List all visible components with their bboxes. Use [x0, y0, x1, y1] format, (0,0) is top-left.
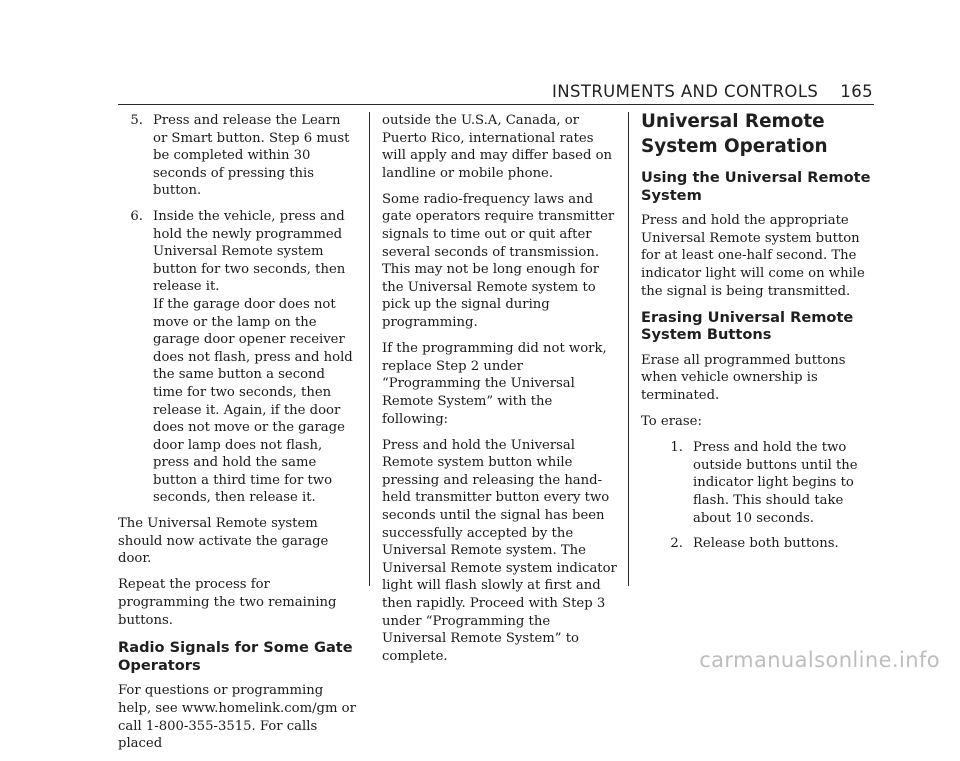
step-number: 5. [130, 113, 143, 128]
body-paragraph: To erase: [641, 414, 702, 430]
body-paragraph: The Universal Remote system should now activate the garage door. [118, 516, 329, 567]
list-item [118, 208, 356, 507]
running-head [552, 82, 873, 101]
header-divider [118, 104, 874, 105]
section-title: INSTRUMENTS AND CONTROLS [551, 82, 819, 101]
step-text: Inside the vehicle, press and hold the newly programmed Universal Remote system button for two seconds, then release it. [153, 208, 346, 295]
section-heading: Radio Signals for Some Gate Operators [118, 639, 353, 674]
list-item [641, 439, 877, 527]
body-paragraph: For questions or programming help, see www.homelink.com/gm or call 1-800-355-3515. For calls placed [118, 683, 356, 752]
column-1 [118, 112, 356, 761]
list-item [118, 112, 356, 200]
body-paragraph: If the programming did not work, replace Step 2 under “Programming the Universal Remote System” with the following: [382, 341, 607, 427]
body-paragraph: Repeat the process for programming the two remaining buttons. [118, 577, 337, 628]
step-text: Release both buttons. [693, 536, 839, 552]
programming-steps-list [118, 112, 356, 507]
step-text: Press and hold the two outside buttons until the indicator light begins to flash. This should take about 10 seconds. [693, 440, 858, 526]
step-text-continued: If the garage door does not move or the lamp on the garage door opener receiver does not flash, press and hold the same button a second time for two seconds, then release it. Again, if the door does not move or the garage door lamp does not flash, press and hold the same button a third time for two seconds, then release it. [153, 296, 353, 506]
column-divider-1 [369, 112, 370, 586]
step-number: 6. [130, 208, 143, 224]
body-paragraph: outside the U.S.A, Canada, or Puerto Rico, international rates will apply and may differ based on landline or mobile phone. [382, 113, 613, 181]
section-title-heading: Universal Remote System Operation [641, 111, 828, 157]
body-paragraph: Press and hold the appropriate Universal Remote system button for at least one-half second. The indicator light will come on while the signal is being transmitted. [641, 213, 865, 299]
column-3 [641, 112, 877, 561]
watermark: carmanualsonline.info [699, 648, 940, 672]
erase-steps-list [641, 439, 877, 553]
body-paragraph: Press and hold the Universal Remote system button while pressing and releasing the hand-held transmitter button every two seconds until the signal has been successfully accepted by the Universal Remote system. The Universal Remote system indicator light will flash slowly at first and then rapidly. Proceed with Step 3 under “Programming the Universal Remote System” to complete. [382, 437, 617, 664]
body-paragraph: Erase all programmed buttons when vehicle ownership is terminated. [641, 352, 846, 404]
body-paragraph: Some radio-frequency laws and gate operators require transmitter signals to time out or quit after several seconds of transmission. This may not be long enough for the Universal Remote system to pick up the signal during programming. [382, 191, 615, 331]
step-text: Press and release the Learn or Smart button. Step 6 must be completed within 30 seconds of pressing this button. [153, 113, 350, 199]
column-divider-2 [628, 112, 629, 586]
page-number: 165 [840, 82, 873, 101]
step-number: 1. [670, 440, 683, 456]
subsection-heading: Erasing Universal Remote System Buttons [641, 308, 854, 344]
step-number: 2. [670, 536, 683, 552]
list-item [641, 535, 877, 553]
column-2 [382, 112, 618, 674]
subsection-heading: Using the Universal Remote System [641, 169, 871, 204]
step-text-block [153, 208, 356, 507]
